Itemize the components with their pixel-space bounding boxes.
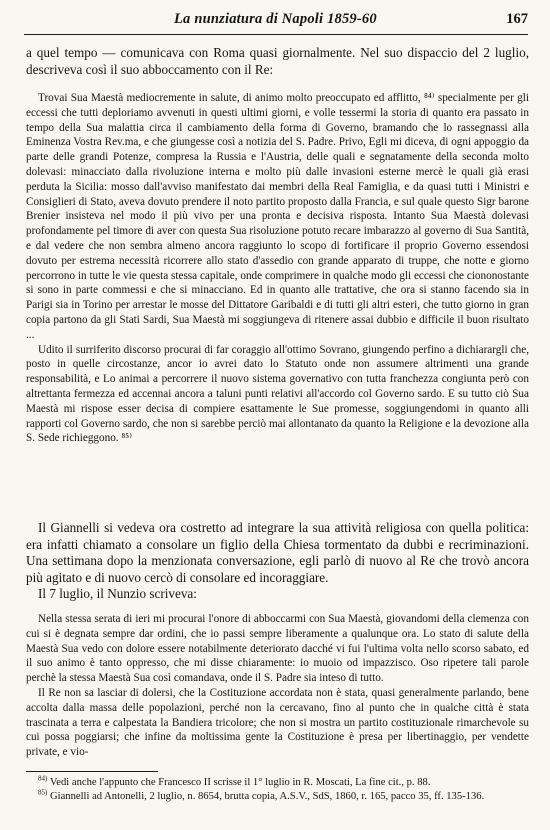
middle-text	[26, 520, 529, 603]
footnote-85-text: Giannelli ad Antonelli, 2 luglio, n. 8654, brutta copia, A.S.V., SdS, 1860, r. 165, pacco 35, ff. 135-136.	[50, 790, 485, 802]
page-number: 167	[506, 11, 528, 27]
footnote-84	[26, 776, 529, 790]
footnotes	[26, 776, 529, 803]
intro-paragraph	[26, 45, 529, 78]
footnote-85-mark: 85)	[38, 788, 48, 797]
quotation-block-2	[26, 612, 529, 760]
middle-paragraph-2: Il 7 luglio, il Nunzio scriveva:	[38, 586, 197, 602]
middle-paragraph-1: Il Giannelli si vedeva ora costretto ad integrare la sua attività religiosa con quella politica: era infatti chiamato a consolare un figlio della Chiesa tormentato da dubbi e recriminazioni. Una settimana dopo la menzionata conversazione, egli parlò di nuovo al Re che trovò ancora più agitato e di nuovo cercò di consolare ed incoraggiare.	[26, 520, 529, 585]
header-rule	[24, 34, 528, 35]
quote1-paragraph-2: Udito il surriferito discorso procurai di far coraggio all'ottimo Sovrano, giungendo perfino a dichiarargli che, posto in quelle circostanze, ancor io avrei dato lo Statuto onde non assumere altrimenti una grande responsabilità, e Lo animai a percorrere il nuovo sistema governativo con tutta franchezza congiunta però con altrettanta fermezza ed accennai ancora a taluni punti relativi all'accordo col Governo sardo. E su tutto ciò Sua Maestà mi rispose esser decisa di compiere esattamente le Sue promesse, soggiungendomi in quanto alli rapporti col Governo sardo, che non si sarebbe perciò mai allontanato da quanto la Religione e la devozione alla S. Sede richieggono. ⁸⁵⁾	[26, 343, 529, 445]
running-title: La nunziatura di Napoli 1859-60	[174, 11, 377, 27]
footnote-84-text: Vedi anche l'appunto che Francesco II scrisse il 1° luglio in R. Moscati, La fine cit., p. 88.	[49, 777, 431, 788]
quotation-block-1	[26, 91, 529, 446]
quote2-paragraph-2: Il Re non sa lasciar di dolersi, che la Costituzione accordata non è stata, quasi generalmente parlando, bene accolta dalla massa delle popolazioni, perché non la cercavano, fino al punto che in qualche città è stata trascinata a terra e calpestata la Bandiera tricolore; che non si mostra un partito costituzionale rimarchevole su cui possa poggiarsi; che infine da moltissima gente la Costituzione è presa per libertinaggio, per vendette private, e vio-	[26, 686, 529, 759]
intro-text: a quel tempo — comunicava con Roma quasi giornalmente. Nel suo dispaccio del 2 luglio, descriveva così il suo abboccamento con il Re:	[26, 45, 529, 77]
page-header	[24, 9, 528, 35]
footnote-rule	[26, 771, 158, 772]
footnote-85	[26, 790, 529, 804]
footnote-84-mark: 84)	[38, 774, 48, 783]
quote2-paragraph-1: Nella stessa serata di ieri mi procurai l'onore di abboccarmi con Sua Maestà, giovandomi della clemenza con cui si è degnata sempre dar ordini, che io passi sempre liberamente a qualunque ora. Lo stato di salute della Maestà Sua vedo con dolore essere notabilmente deteriorato dacché vi fui l'ultima volta nello scorso sabato, ed il suo animo è tanto oppresso, che mi disse chiaramente: io muoio od impazzisco. Oso ripetere tali parole perchè la stessa Maestà Sua così comandava, onde il S. Padre sia inteso di tutto.	[26, 613, 529, 685]
quote1-paragraph-1: Trovai Sua Maestà mediocremente in salute, di animo molto preoccupato ed afflitto, ⁸⁴⁾ specialmente per gli eccessi che tutti deploriamo avvenuti in questi ultimi giorni, e volle tessermi la storia di quanto era passato in tempo della Sua malattia circa il cambiamento della forma di Governo, bramando che lo rassegnassi alla Eminenza Vostra Rev.ma, e che giungesse così a notizia del S. Padre. Privo, Egli mi diceva, di ogni appoggio da parte delle grandi Potenze, compresa la Russia e l'Austria, delle quali e segnatamente della seconda molto dolevasi: minacciato dalla rivoluzione interna e molto più dalle invasioni esterne mercè le quali già erasi perduta la Sicilia: mosso dall'avviso manifestato dai membri della Real Famiglia, e da quasi tutti i Ministri e Consiglieri di Stato, aveva dovuto prendere il noto partito proposto dalla Francia, e sul quale questo Sigr barone Brenier insisteva nel modo il più vivo per una pronta e decisiva risposta. Intanto Sua Maestà dolevasi profondamente pel timore di aver con questa Sua risoluzione potuto recare imbarazzo al governo di Sua Santità, e dal vedere che non sembra almeno ancora raggiunto lo scopo di fortificare il proprio Governo essendosi dovuto per estrema necessità ricorrere allo stato d'assedio con grande apparato di truppe, che notte e giorno percorrono in tutte le vie questa stessa capitale, onde comprimere in qualche modo gli eccessi che ciononostante si sono in parte commessi e che si minacciano. Ed in quanto alle trattative, che ora si stanno facendo sia in Parigi sia in Torino per arrestar le mosse del Dittatore Garibaldi e di tutti gli altri esteri, che tutto giorno in gran copia partono da gli Stati Sardi, Sua Maestà mi soggiungeva di ritenere assai dubbio e difficile il buon risultato ...	[26, 92, 529, 341]
